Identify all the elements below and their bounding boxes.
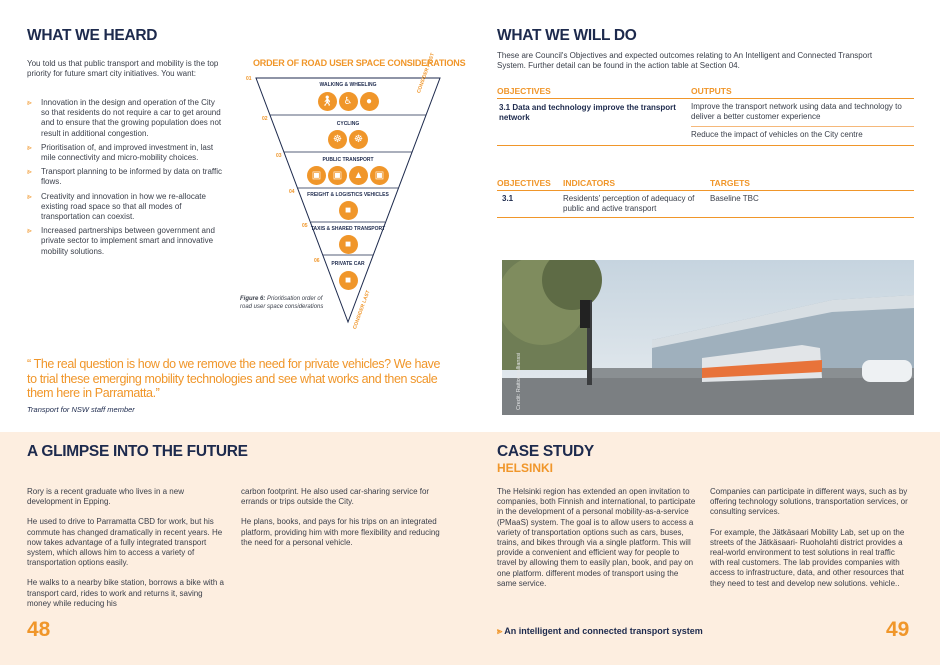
column-header: OBJECTIVES [497,178,551,188]
ferry-icon: ▲ [349,166,368,185]
what-we-will-do-heading: WHAT WE WILL DO [497,27,637,44]
walk-icon: 🚶︎ [318,92,337,111]
level-label: PRIVATE CAR [331,261,365,267]
paragraph: He walks to a nearby bike station, borrows a bike with a transport card, rides to work and returns it, saving money while reducing his [27,578,224,608]
paragraph: For example, the Jätkäsaari Mobility Lab, set up on the streets of the Jätkäsaari- Ruoholahti district provides a real-world environment to test solutions in real traffic with real customers. The lab provides companies with access to infrastructure, data, and other resources that they need to test and develop new solutions. vehicle.. [710,527,905,588]
paragraph: He used to drive to Parramatta CBD for work, but his commute has changed dramatically in recent years. He now takes advantage of a fully integrated transport system, which allows him to access a variety of transportation options easily. [27,517,223,568]
level-label: PUBLIC TRANSPORT [322,157,374,163]
table-cell: Reduce the impact of vehicles on the City centre [691,130,863,140]
truck-icon: ■ [339,201,358,220]
wheelchair-icon: ♿︎ [339,92,358,111]
table-cell: Baseline TBC [710,194,759,203]
level-number: 05 [302,223,308,229]
what-we-heard-list [27,98,222,261]
list-item: ⪢ Prioritisation of, and improved investment in, last mile connectivity and micro-mobility choices. [27,143,222,163]
page-number-right: 49 [886,618,910,641]
section-title-text: An intelligent and connected transport system [504,626,703,636]
level-label: FREIGHT & LOGISTICS VEHICLES [307,192,389,198]
table-cell: Improve the transport network using data and technology to deliver a better customer experience [691,99,914,127]
taxi-icon: ■ [339,235,358,254]
list-item: ⪢ Transport planning to be informed by data on traffic flows. [27,167,222,187]
bus-icon: ▣ [307,166,326,185]
consider-last-label: CONSIDER LAST [352,289,372,331]
bicycle-icon: ☸ [328,130,347,149]
column-header: INDICATORS [563,178,616,188]
footer-section-title [497,626,703,637]
paragraph: Rory is a recent graduate who lives in a new development in Epping. [27,487,184,507]
column-header: OUTPUTS [691,86,732,96]
glimpse-heading: A GLIMPSE INTO THE FUTURE [27,443,248,460]
list-item: ⪢ Innovation in the design and operation of the City so that residents do not require a car to get around and to ensure that the growing population does not result in additional congestion. [27,98,222,139]
objectives-indicators-table [497,178,914,218]
case-study-heading: CASE STUDY [497,443,594,460]
case-study-column-1: The Helsinki region has extended an open invitation to companies, both Finnish and international, to participate in the development of a personal mobility-as-a-service (PMaaS) system. The goal is to allow users to access a variety of transportation options such as cars, buses, trains, and bikes through via a single platform. This will provide a convenient and efficient way for people to travel by allowing them to easily plan, book, and pay on one platform. different modes of transport using the same service. [497,487,696,588]
paragraph: Companies can participate in different ways, such as by offering technology solutions, transportation services, or consulting services. [710,487,908,517]
scooter-icon: ☸ [349,130,368,149]
level-number: 06 [314,258,320,264]
paragraph: He plans, books, and pays for his trips on an integrated platform, providing him with more flexibility and reducing the need for a personal vehicle. [241,517,440,547]
objectives-outputs-table [497,86,914,146]
level-number: 01 [246,76,252,82]
table-cell: Residents' perception of adequacy of public and active transport [563,194,695,214]
glimpse-column-1 [27,487,227,609]
level-label: TAXIS & SHARED TRANSPORT [310,226,386,232]
car-icon: ■ [339,271,358,290]
pram-icon: ● [360,92,379,111]
case-study-subheading: HELSINKI [497,461,554,475]
what-we-heard-heading: WHAT WE HEARD [27,27,158,44]
quote-author: Transport for NSW staff member [27,405,135,414]
glimpse-column-2 [241,487,441,548]
tram-photo [502,260,914,415]
level-number: 02 [262,116,268,122]
lightrail-icon: ▣ [370,166,389,185]
train-icon: ▣ [328,166,347,185]
level-number: 04 [289,189,295,195]
page-number-left: 48 [27,618,51,641]
pyramid-title: ORDER OF ROAD USER SPACE CONSIDERATIONS [253,58,466,68]
paragraph: carbon footprint. He also used car-sharing service for errands or trips outside the City. [241,487,430,507]
level-label: WALKING & WHEELING [319,82,377,88]
what-we-heard-intro: You told us that public transport and mobility is the top priority for future smart city initiatives. You want: [27,59,219,79]
table-cell: 3.1 [502,194,514,203]
figure-caption-label: Figure 6: [240,296,266,302]
column-header: TARGETS [710,178,750,188]
figure-caption-text: Prioritisation order of road user space considerations [240,296,324,310]
what-we-will-do-intro: These are Council's Objectives and expected outcomes relating to An Intelligent and Connected Transport System. Further detail can be found in the action table at Section 04. [497,51,873,71]
list-item: ⪢ Increased partnerships between government and private sector to implement smart and innovative mobility solutions. [27,226,222,257]
column-header: OBJECTIVES [497,86,551,96]
staff-quote: “ The real question is how do we remove the need for private vehicles? We have to trial these emerging mobility technologies and see what works and then scale them here in Parramatta.” [27,357,441,400]
consider-first-label: CONSIDER FIRST [416,52,437,95]
list-item: ⪢ Creativity and innovation in how we re-allocate existing road space so that all modes of transportation can coexist. [27,192,222,223]
photo-credit: Credit: Raitiotieallianssi [516,352,522,410]
level-label: CYCLING [336,121,360,127]
chevron-right-icon: ⪢ [497,626,503,636]
level-number: 03 [276,153,282,159]
figure-caption [240,296,330,311]
table-cell: 3.1 Data and technology improve the transport network [499,103,676,123]
case-study-column-2 [710,487,910,589]
